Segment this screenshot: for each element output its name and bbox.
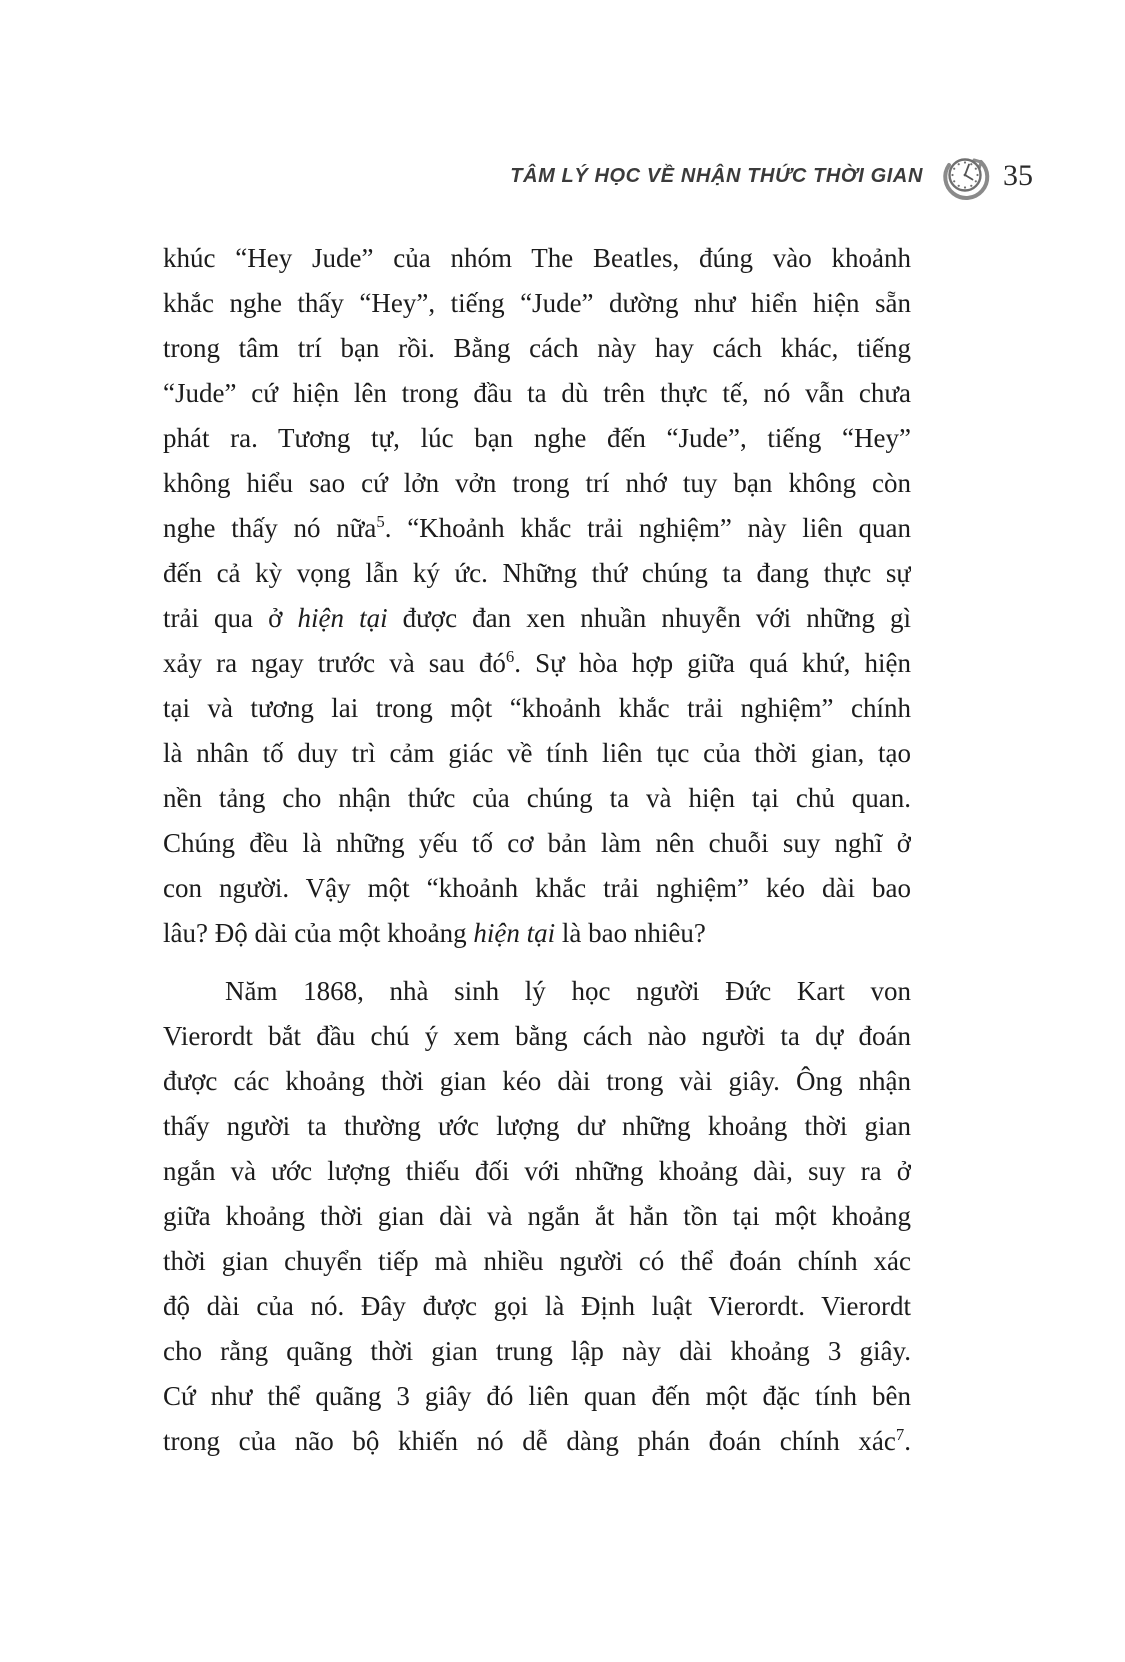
text-segment: là bao nhiêu? — [555, 918, 706, 948]
text-line — [163, 821, 911, 866]
text-segment: cho rằng quãng thời gian trung lập này dài khoảng 3 giây. — [163, 1336, 911, 1366]
text-line — [163, 281, 911, 326]
text-line — [163, 866, 911, 911]
text-segment: trong của não bộ khiến nó dễ dàng phán đoán chính xác — [163, 1426, 896, 1456]
text-segment: . “Khoảnh khắc trải nghiệm” này liên quan — [384, 513, 911, 543]
text-segment: thấy người ta thường ước lượng dư những khoảng thời gian — [163, 1111, 911, 1141]
text-line — [163, 551, 911, 596]
text-line — [163, 1059, 911, 1104]
text-line — [163, 461, 911, 506]
paragraph-2 — [163, 969, 911, 1464]
text-line — [163, 776, 911, 821]
text-line — [163, 506, 911, 551]
text-segment: không hiểu sao cứ lởn vởn trong trí nhớ tuy bạn không còn — [163, 468, 911, 498]
text-segment: là nhân tố duy trì cảm giác về tính liên tục của thời gian, tạo — [163, 738, 911, 768]
text-segment: nền tảng cho nhận thức của chúng ta và hiện tại chủ quan. — [163, 783, 911, 813]
text-segment: thời gian chuyển tiếp mà nhiều người có thể đoán chính xác — [163, 1246, 911, 1276]
footnote-reference: 5 — [376, 512, 385, 531]
text-segment: tại và tương lai trong một “khoảnh khắc trải nghiệm” chính — [163, 693, 911, 723]
text-segment: “Jude” cứ hiện lên trong đầu ta dù trên thực tế, nó vẫn chưa — [163, 378, 911, 408]
emphasized-text: hiện tại — [297, 603, 388, 633]
page-number: 35 — [1003, 159, 1033, 192]
body-text — [163, 236, 911, 1464]
footnote-reference: 7 — [895, 1425, 905, 1444]
paragraph-1 — [163, 236, 911, 956]
text-segment: Cứ như thể quãng 3 giây đó liên quan đến một đặc tính bên — [163, 1381, 911, 1411]
text-segment: giữa khoảng thời gian dài và ngắn ắt hẳn tồn tại một khoảng — [163, 1201, 911, 1231]
text-segment: trong tâm trí bạn rồi. Bằng cách này hay cách khác, tiếng — [163, 333, 911, 363]
text-line — [163, 1239, 911, 1284]
text-line — [163, 1104, 911, 1149]
text-segment: được các khoảng thời gian kéo dài trong vài giây. Ông nhận — [163, 1066, 911, 1096]
chapter-title: TÂM LÝ HỌC VỀ NHẬN THỨC THỜI GIAN — [510, 164, 923, 187]
text-line — [163, 596, 911, 641]
text-line — [163, 416, 911, 461]
text-line — [163, 731, 911, 776]
text-line — [163, 371, 911, 416]
text-segment: ngắn và ước lượng thiếu đối với những khoảng dài, suy ra ở — [163, 1156, 911, 1186]
text-segment: trải qua ở — [163, 603, 298, 633]
text-segment: Chúng đều là những yếu tố cơ bản làm nên chuỗi suy nghĩ ở — [163, 828, 911, 858]
emphasized-text: hiện tại — [473, 918, 556, 948]
running-header — [160, 148, 1033, 204]
text-segment: khúc “Hey Jude” của nhóm The Beatles, đúng vào khoảnh — [163, 243, 911, 273]
text-segment: . Sự hòa hợp giữa quá khứ, hiện — [514, 648, 911, 678]
text-line — [163, 1329, 911, 1374]
footnote-reference: 6 — [505, 647, 515, 666]
text-line — [163, 1419, 911, 1464]
text-segment: xảy ra ngay trước và sau đó — [163, 648, 506, 678]
text-segment: con người. Vậy một “khoảnh khắc trải nghiệm” kéo dài bao — [163, 873, 911, 903]
text-line — [163, 326, 911, 371]
text-segment: khắc nghe thấy “Hey”, tiếng “Jude” dường như hiển hiện sẵn — [163, 288, 911, 318]
text-segment: . — [904, 1426, 911, 1456]
text-segment: được đan xen nhuần nhuyễn với những gì — [387, 603, 911, 633]
text-line — [163, 1284, 911, 1329]
text-segment: độ dài của nó. Đây được gọi là Định luật Vierordt. Vierordt — [163, 1291, 911, 1321]
text-line — [163, 236, 911, 281]
text-segment: Năm 1868, nhà sinh lý học người Đức Kart von — [225, 976, 911, 1006]
text-segment: phát ra. Tương tự, lúc bạn nghe đến “Jude”, tiếng “Hey” — [163, 423, 911, 453]
text-line — [163, 1014, 911, 1059]
text-line — [163, 641, 911, 686]
text-line — [163, 686, 911, 731]
text-line — [163, 1194, 911, 1239]
text-line — [163, 911, 911, 956]
text-segment: nghe thấy nó nữa — [163, 513, 377, 543]
text-line — [163, 969, 911, 1014]
text-segment: đến cả kỳ vọng lẫn ký ức. Những thứ chúng ta đang thực sự — [163, 558, 911, 588]
text-line — [163, 1149, 911, 1194]
text-segment: lâu? Độ dài của một khoảng — [163, 918, 474, 948]
text-line — [163, 1374, 911, 1419]
text-segment: Vierordt bắt đầu chú ý xem bằng cách nào người ta dự đoán — [163, 1021, 911, 1051]
clock-refresh-icon — [939, 150, 991, 202]
